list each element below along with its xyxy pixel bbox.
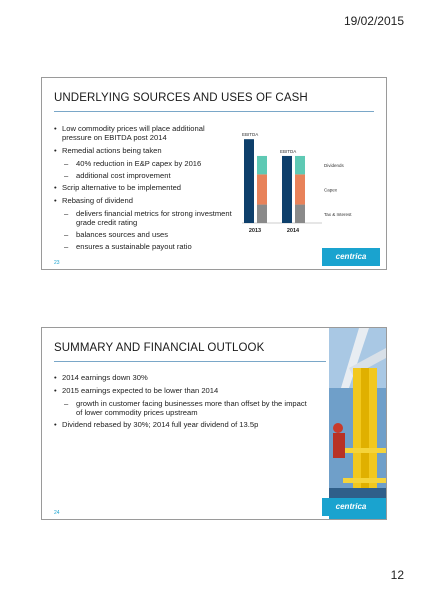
bullet-list <box>54 124 234 254</box>
x-tick-label: 2014 <box>286 228 300 234</box>
uses-bar-capex <box>295 174 305 204</box>
sub-bullet-item: – ensures a sustainable payout ratio <box>54 242 234 251</box>
centrica-logo: centrica <box>322 248 380 266</box>
bullet-item: • Scrip alternative to be implemented <box>54 183 234 192</box>
slide-summary-outlook <box>41 327 387 520</box>
bullet-item: • 2015 earnings expected to be lower than 2014 <box>54 386 312 395</box>
title-divider <box>54 361 326 362</box>
series-label: Dividends <box>324 163 344 169</box>
page-number: 12 <box>390 568 404 582</box>
uses-bar-capex <box>257 174 267 204</box>
slide-title: SUMMARY AND FINANCIAL OUTLOOK <box>54 342 265 354</box>
sub-bullet-item: – balances sources and uses <box>54 230 234 239</box>
slide-number: 23 <box>54 260 60 266</box>
sub-bullet-item: – 40% reduction in E&P capex by 2016 <box>54 159 234 168</box>
ebitda-bar <box>282 156 292 223</box>
centrica-logo: centrica <box>322 498 380 516</box>
slide-sources-uses <box>41 77 387 270</box>
bullet-item: • Remedial actions being taken <box>54 146 234 155</box>
wind-turbine-photo <box>329 328 386 519</box>
uses-bar-tax-interest <box>257 205 267 223</box>
uses-bar-dividends <box>257 156 267 174</box>
page-date: 19/02/2015 <box>343 14 404 28</box>
uses-bar-tax-interest <box>295 205 305 223</box>
bullet-item: • 2014 earnings down 30% <box>54 373 312 382</box>
sub-bullet-item: – delivers financial metrics for strong investment grade credit rating <box>54 209 234 227</box>
ebitda-label: EBITDA <box>242 132 259 138</box>
bullet-list <box>54 373 312 433</box>
x-tick-label: 2013 <box>248 228 262 234</box>
bullet-item: • Dividend rebased by 30%; 2014 full year dividend of 13.5p <box>54 420 312 429</box>
ebitda-label: EBITDA <box>280 148 297 154</box>
sources-uses-chart <box>242 126 374 236</box>
slide-number: 24 <box>54 510 60 516</box>
bullet-item: • Low commodity prices will place additional pressure on EBITDA post 2014 <box>54 124 234 142</box>
series-label: Capex <box>324 187 338 193</box>
title-divider <box>54 111 374 112</box>
slide-title: UNDERLYING SOURCES AND USES OF CASH <box>54 92 308 104</box>
uses-bar-dividends <box>295 156 305 174</box>
series-label: Tax & Interest <box>324 211 352 217</box>
sub-bullet-item: – additional cost improvement <box>54 171 234 180</box>
sub-bullet-item: – growth in customer facing businesses more than offset by the impact of lower commodity prices upstream <box>54 399 312 417</box>
ebitda-bar <box>244 139 254 223</box>
bullet-item: • Rebasing of dividend <box>54 196 234 205</box>
